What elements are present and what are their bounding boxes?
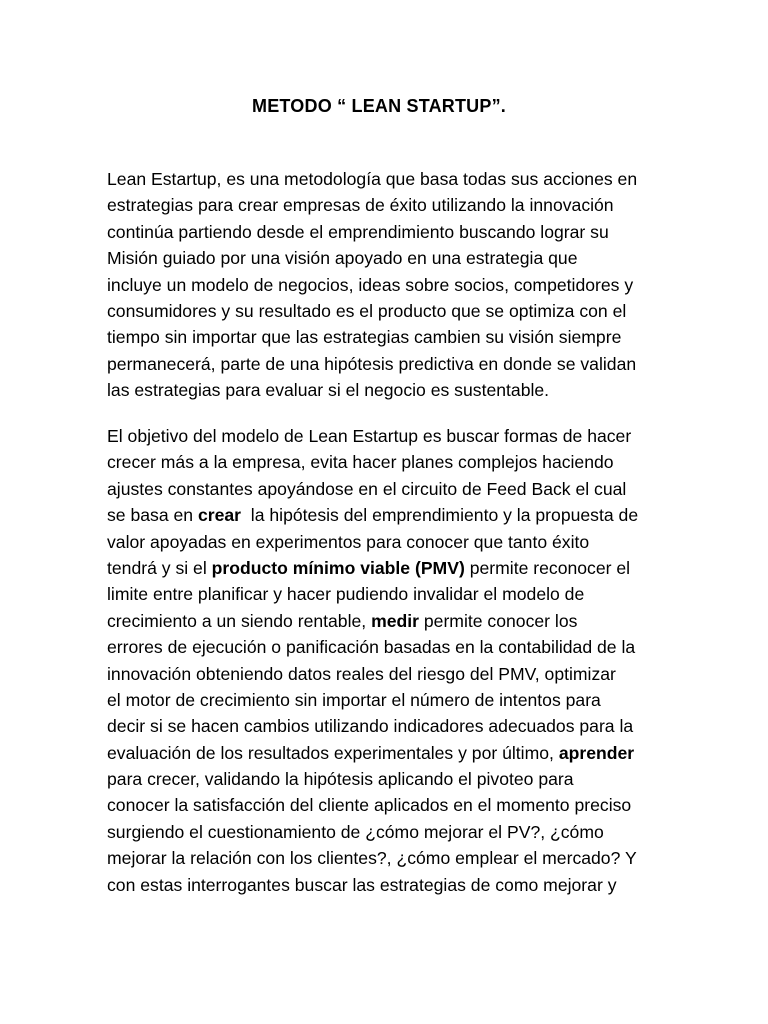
paragraph-2-line: crecer más a la empresa, evita hacer planes complejos haciendo [107,452,614,473]
bold-term-aprender: aprender [558,742,635,763]
paragraph-2-line: ajustes constantes apoyándose en el circuito de Feed Back el cual [107,478,627,499]
bold-term-medir: medir [371,610,419,631]
paragraph-2-line [107,502,667,528]
line-text: permite reconocer el [464,557,631,578]
paragraph-1-line: Lean Estartup, es una metodología que basa todas sus acciones en [107,169,638,189]
paragraph-2-line: para crecer, validando la hipótesis aplicando el pivoteo para [107,769,574,790]
paragraph-1 [107,166,667,404]
bold-term-pmv: producto mínimo viable (PMV) [211,557,465,578]
paragraph-2-line [107,740,667,766]
line-text: tendrá y si el [107,557,212,578]
paragraph-1-line: incluye un modelo de negocios, ideas sobre socios, competidores y [107,274,634,295]
line-text: se basa en [107,505,198,526]
paragraph-1-line: continúa partiendo desde el emprendimiento buscando lograr su [107,221,609,242]
paragraph-2-line: decir si se hacen cambios utilizando indicadores adecuados para la [107,716,634,737]
paragraph-1-line: consumidores y su resultado es el producto que se optimiza con el [107,300,627,321]
paragraph-2-line: innovación obteniendo datos reales del riesgo del PMV, optimizar [107,663,616,684]
paragraph-1-line: Misión guiado por una visión apoyado en una estrategia que [107,248,578,269]
document-title [0,94,768,118]
line-text: evaluación de los resultados experimentales y por último, [107,742,559,763]
line-text: permite conocer los [418,610,578,631]
document-title-text: METODO “ LEAN STARTUP”. [252,96,506,116]
paragraph-2-line [107,555,667,581]
paragraph-2-line: surgiendo el cuestionamiento de ¿cómo mejorar el PV?, ¿cómo [107,821,604,842]
paragraph-1-line: estrategias para crear empresas de éxito utilizando la innovación [107,195,614,216]
paragraph-1-line: las estrategias para evaluar si el negocio es sustentable. [107,380,550,401]
paragraph-2-line [107,608,667,634]
bold-term-crear: crear [197,505,242,526]
line-text: crecimiento a un siendo rentable, [107,610,372,631]
paragraph-2-line: limite entre planificar y hacer pudiendo invalidar el modelo de [107,584,585,605]
line-text: la hipótesis del emprendimiento y la propuesta de [241,505,639,526]
paragraph-2-line: mejorar la relación con los clientes?, ¿cómo emplear el mercado? Y [107,848,637,869]
paragraph-2-line: conocer la satisfacción del cliente aplicados en el momento preciso [107,795,632,816]
paragraph-2-line: valor apoyadas en experimentos para conocer que tanto éxito [107,531,590,552]
paragraph-2-line: El objetivo del modelo de Lean Estartup es buscar formas de hacer [107,426,632,446]
paragraph-2-line: con estas interrogantes buscar las estrategias de como mejorar y [107,874,617,895]
paragraph-2 [107,423,667,898]
paragraph-1-line: tiempo sin importar que las estrategias cambien su visión siempre [107,327,622,348]
paragraph-2-line: errores de ejecución o panificación basadas en la contabilidad de la [107,637,636,658]
paragraph-2-line: el motor de crecimiento sin importar el número de intentos para [107,689,601,710]
paragraph-1-line: permanecerá, parte de una hipótesis predictiva en donde se validan [107,353,637,374]
